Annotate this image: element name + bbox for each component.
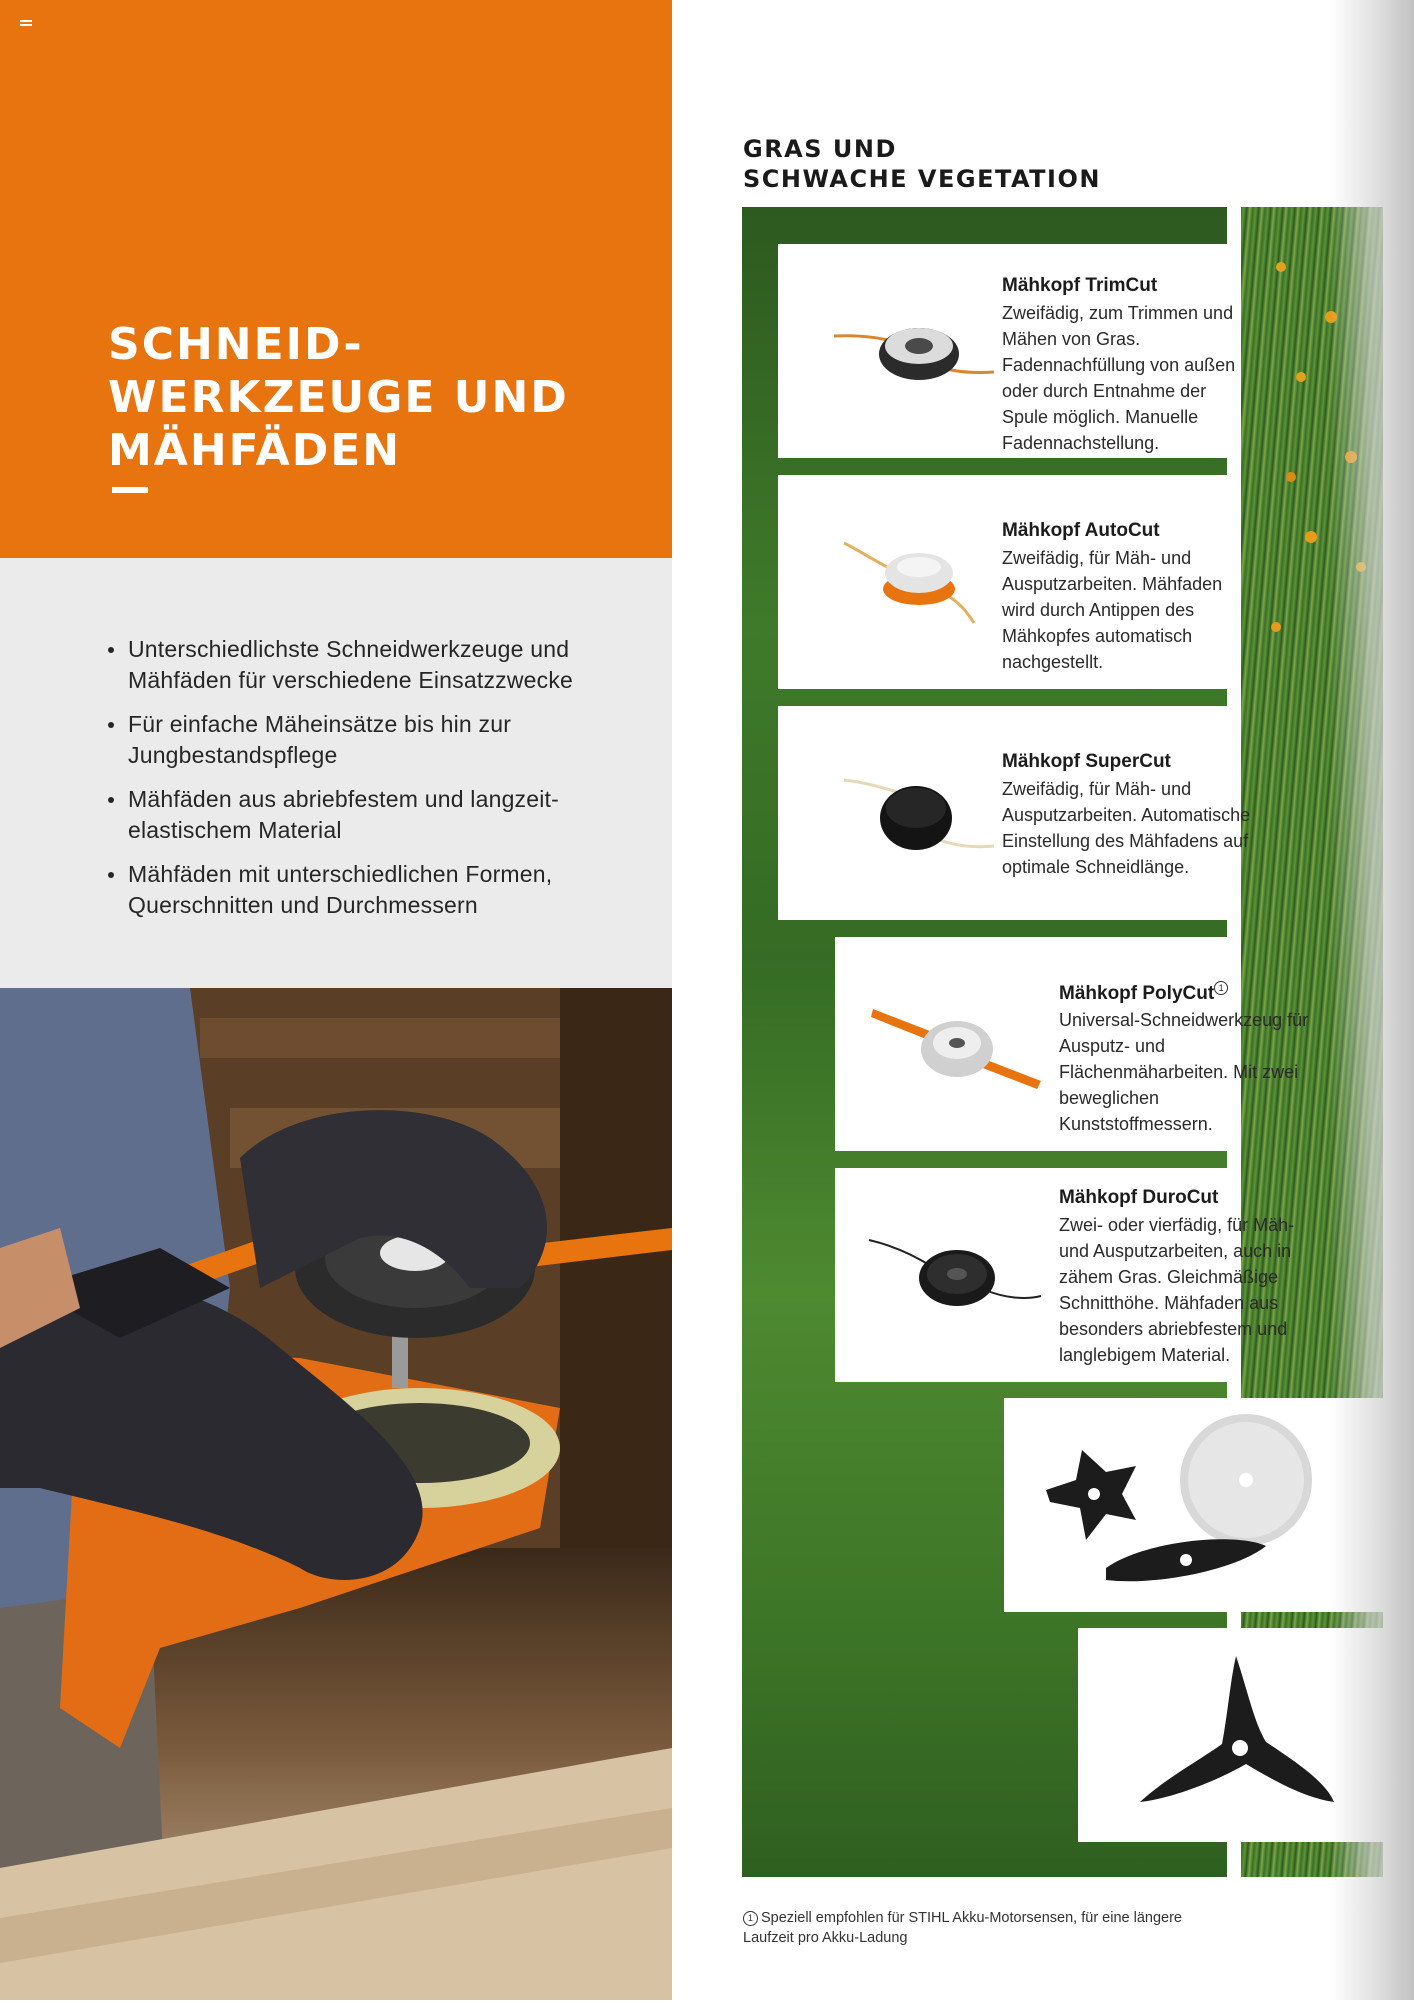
product-name: Mähkopf DuroCut bbox=[1059, 1187, 1219, 1208]
section-title-line: GRAS UND bbox=[743, 135, 897, 163]
product-name: Mähkopf TrimCut bbox=[1002, 275, 1158, 296]
autocut-head-image bbox=[824, 523, 1004, 643]
footnote-marker: 1 bbox=[1214, 981, 1228, 995]
product-name: Mähkopf AutoCut bbox=[1002, 520, 1160, 541]
title-underline bbox=[112, 487, 148, 493]
hero-panel bbox=[0, 0, 672, 558]
product-description: Zwei- oder vierfädig, für Mäh- und Ausputzarbeiten, auch in zähem Gras. Gleichmäßige Schnitthöhe. Mähfaden aus besonders abriebfestem und langlebigem Material. bbox=[1059, 1215, 1295, 1365]
menu-icon[interactable] bbox=[20, 20, 32, 28]
product-card-trimcut bbox=[778, 244, 1241, 458]
workshop-photo bbox=[0, 988, 672, 2000]
trimcut-head-image bbox=[824, 294, 1004, 414]
page-title bbox=[108, 318, 628, 477]
footnote-marker: 1 bbox=[743, 1911, 758, 1926]
product-card-autocut bbox=[778, 475, 1241, 689]
product-card-durocut bbox=[835, 1168, 1295, 1382]
page-title-line: SCHNEID- bbox=[108, 319, 364, 370]
grass-blades-image bbox=[1036, 1420, 1336, 1610]
list-item: Mähfäden aus abriebfestem und langzeit- elastischem Material bbox=[104, 784, 634, 846]
product-description: Zweifädig, zum Trimmen und Mähen von Gras. Fadennachfüllung von außen oder durch Entnahme der Spule möglich. Manuelle Fadennachstellung. bbox=[1002, 303, 1236, 453]
feature-list bbox=[104, 634, 634, 934]
section-title bbox=[743, 134, 1163, 194]
three-tooth-blade-image bbox=[1136, 1652, 1336, 1822]
durocut-head-image bbox=[865, 1216, 1045, 1336]
product-card-supercut bbox=[778, 706, 1251, 920]
product-description: Zweifädig, für Mäh- und Ausputzarbeiten. Automatische Einstellung des Mähfadens auf optimale Schneidlänge. bbox=[1002, 779, 1251, 877]
page-title-line: WERKZEUGE UND bbox=[108, 372, 569, 423]
feature-panel bbox=[0, 558, 672, 988]
footnote bbox=[743, 1908, 1223, 1948]
supercut-head-image bbox=[824, 754, 1004, 874]
page-title-line: MÄHFÄDEN bbox=[108, 425, 402, 476]
list-item: Unterschiedlichste Schneidwerkzeuge und Mähfäden für verschiedene Einsatzzwecke bbox=[104, 634, 634, 696]
product-description: Zweifädig, für Mäh- und Ausputzarbeiten. Mähfaden wird durch Antippen des Mähkopfes automatisch nachgestellt. bbox=[1002, 548, 1223, 672]
list-item: Für einfache Mäheinsätze bis hin zur Jungbestandspflege bbox=[104, 709, 634, 771]
product-card-polycut bbox=[835, 937, 1309, 1151]
section-title-line: SCHWACHE VEGETATION bbox=[743, 165, 1101, 193]
product-description: Universal-Schneidwerkzeug für Ausputz- und Flächenmäharbeiten. Mit zwei beweglichen Kunststoffmessern. bbox=[1059, 1010, 1309, 1134]
list-item: Mähfäden mit unterschiedlichen Formen, Querschnitten und Durchmessern bbox=[104, 859, 634, 921]
page-edge-shadow bbox=[1330, 0, 1414, 2000]
product-name: Mähkopf SuperCut bbox=[1002, 751, 1171, 772]
footnote-text: Speziell empfohlen für STIHL Akku-Motorsensen, für eine längere Laufzeit pro Akku-Ladung bbox=[743, 1910, 1182, 1946]
polycut-head-image bbox=[865, 987, 1045, 1107]
product-name: Mähkopf PolyCut 1 bbox=[1059, 981, 1228, 1006]
mowing-head-assembly-illustration bbox=[0, 988, 672, 2000]
